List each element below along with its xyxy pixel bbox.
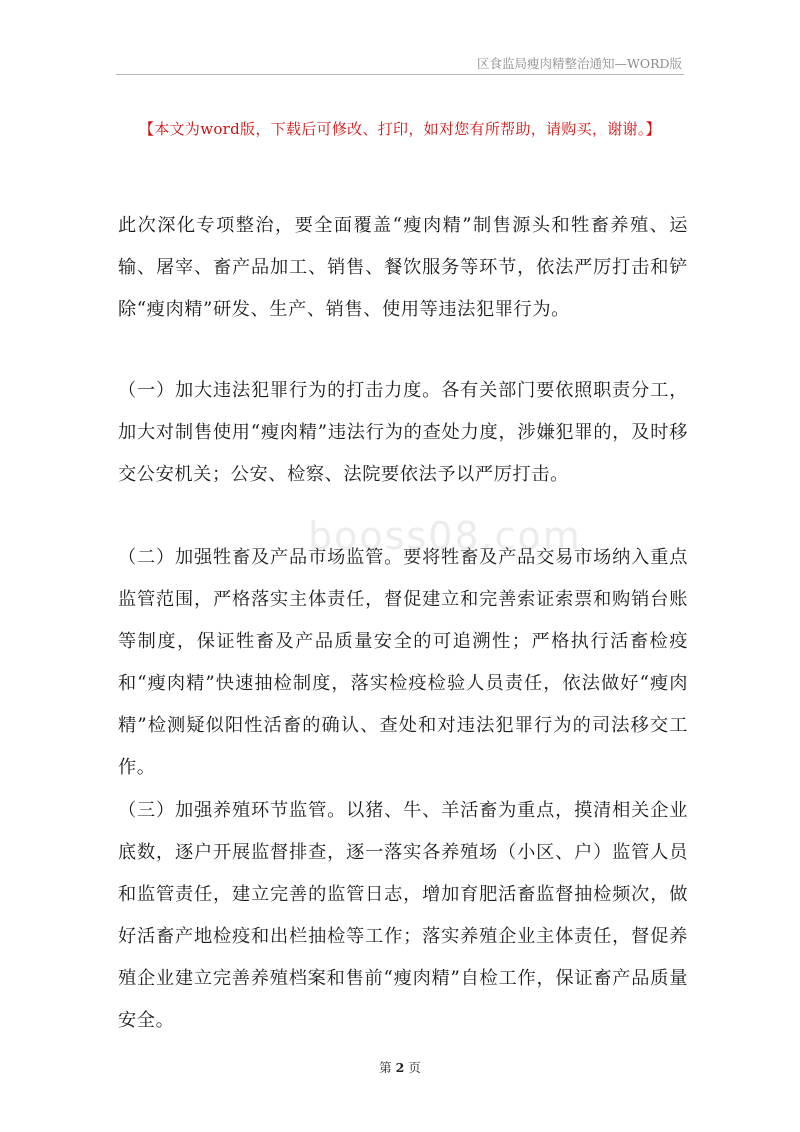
download-notice: 【本文为word版，下载后可修改、打印，如对您有所帮助，请购买，谢谢。】 [139, 120, 661, 138]
page-number: 2 [395, 1060, 405, 1075]
paragraph-section-1: （一）加大违法犯罪行为的打击力度。各有关部门要依照职责分工，加大对制售使用“瘦肉精”违法行为的查处力度，涉嫌犯罪的，及时移交公安机关；公安、检察、法院要依法予以严厉打击。 [118, 380, 688, 485]
header-divider [116, 74, 684, 75]
page-header-title: 区食监局瘦肉精整治通知—WORD版 [476, 56, 682, 71]
paragraph-section-2: （二）加强牲畜及产品市场监管。要将牲畜及产品交易市场纳入重点监管范围，严格落实主体责任，督促建立和完善索证索票和购销台账等制度，保证牲畜及产品质量安全的可追溯性；严格执行活畜检疫和“瘦肉精”快速抽检制度，落实检疫检验人员责任，依法做好“瘦肉精”检测疑似阳性活畜的确认、查处和对违法犯罪行为的司法移交工作。 [118, 547, 688, 778]
paragraph-section-3: （三）加强养殖环节监管。以猪、牛、羊活畜为重点，摸清相关企业底数，逐户开展监督排查，逐一落实各养殖场（小区、户）监管人员和监管责任，建立完善的监管日志，增加育肥活畜监督抽检频次，做好活畜产地检疫和出栏抽检等工作；落实养殖企业主体责任，督促养殖企业建立完善养殖档案和售前“瘦肉精”自检工作，保证畜产品质量安全。 [118, 800, 688, 1031]
paragraph-intro: 此次深化专项整治，要全面覆盖“瘦肉精”制售源头和牲畜养殖、运输、屠宰、畜产品加工、销售、餐饮服务等环节，依法严厉打击和铲除“瘦肉精”研发、生产、销售、使用等违法犯罪行为。 [118, 215, 688, 320]
footer-suffix: 页 [408, 1060, 421, 1075]
page-footer [0, 1058, 800, 1076]
footer-prefix: 第 [379, 1060, 392, 1075]
watermark: booss08.com [308, 514, 582, 558]
